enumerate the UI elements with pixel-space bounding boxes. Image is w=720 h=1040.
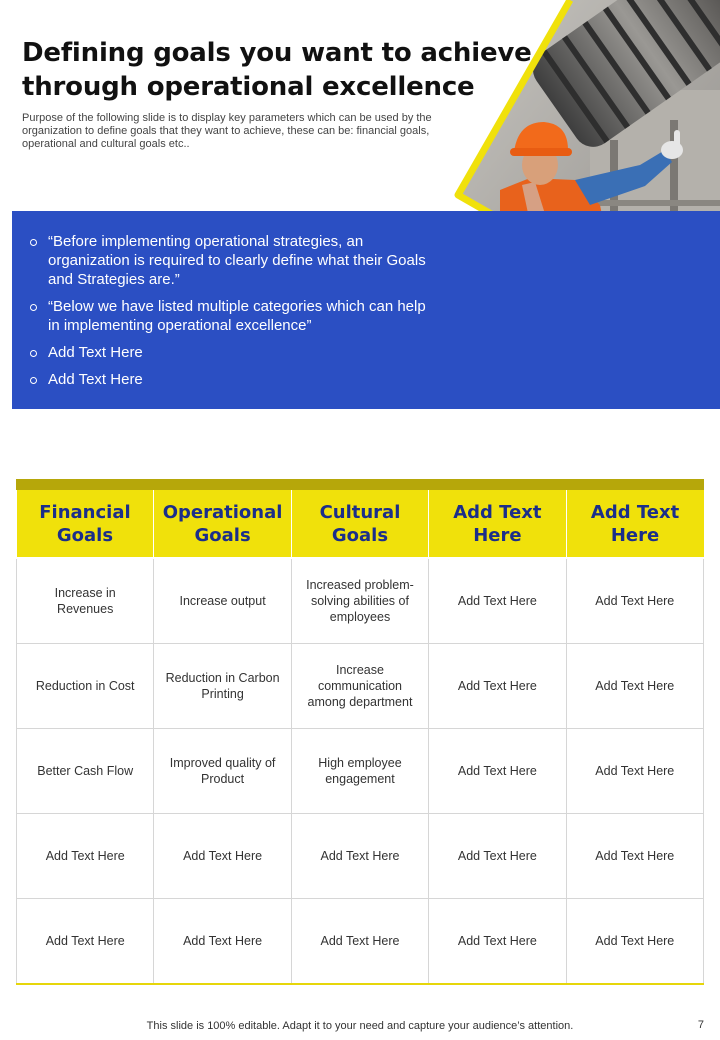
bullet-circle-icon [30,239,37,246]
table-cell: Reduction in Cost [17,644,154,729]
table-cell: Add Text Here [17,814,154,899]
table-cell: Add Text Here [566,899,703,985]
table-cell: Add Text Here [566,814,703,899]
table-cell: Add Text Here [17,899,154,985]
table-cell: Add Text Here [429,558,566,644]
page-number: 7 [697,1019,704,1031]
table-cell: Increase communication among department [291,644,428,729]
bullet-item [28,232,428,289]
table-row [17,558,704,644]
bullet-circle-icon [30,350,37,357]
bullet-text: “Below we have listed multiple categories which can help in implementing operational excellence” [48,298,426,334]
bullet-text: “Before implementing operational strategies, an organization is required to clearly define what their Goals and Strategies are.” [48,233,426,288]
table-cell: Improved quality of Product [154,729,291,814]
bullet-circle-icon [30,377,37,384]
page-subtitle: Purpose of the following slide is to display key parameters which can be used by the organization to define goals that they want to achieve, these can be: financial goals, operational and cultural goals etc.. [22,112,432,150]
bullet-item [28,297,428,335]
table-cell: Add Text Here [291,814,428,899]
table-row [17,899,704,985]
table-cell: Add Text Here [429,644,566,729]
table-header-row [17,490,704,558]
table-top-bar [16,479,704,490]
table-cell: Add Text Here [154,899,291,985]
bullet-item [28,370,428,389]
goals-table-container [16,479,704,985]
column-header-cultural-goals: Cultural Goals [291,490,428,558]
bullet-circle-icon [30,304,37,311]
table-row [17,729,704,814]
intro-bullet-list [28,232,428,397]
table-cell: Add Text Here [291,899,428,985]
bullet-item [28,343,428,362]
bullet-text: Add Text Here [48,344,143,361]
table-cell: Add Text Here [566,644,703,729]
table-cell: Add Text Here [154,814,291,899]
page-title: Defining goals you want to achieve through operational excellence [22,38,532,102]
table-cell: Reduction in Carbon Printing [154,644,291,729]
column-header-placeholder-1: Add Text Here [429,490,566,558]
column-header-placeholder-2: Add Text Here [566,490,703,558]
table-cell: High employee engagement [291,729,428,814]
table-cell: Add Text Here [429,814,566,899]
table-cell: Increase output [154,558,291,644]
table-cell: Add Text Here [429,899,566,985]
table-cell: Increase in Revenues [17,558,154,644]
table-cell: Add Text Here [429,729,566,814]
table-cell: Better Cash Flow [17,729,154,814]
table-cell: Increased problem-solving abilities of employees [291,558,428,644]
column-header-financial-goals: Financial Goals [17,490,154,558]
footer-note: This slide is 100% editable. Adapt it to your need and capture your audience’s attention. [146,1020,574,1032]
goals-table [16,490,704,985]
bullet-text: Add Text Here [48,371,143,388]
column-header-operational-goals: Operational Goals [154,490,291,558]
table-cell: Add Text Here [566,729,703,814]
table-cell: Add Text Here [566,558,703,644]
table-row [17,644,704,729]
table-row [17,814,704,899]
